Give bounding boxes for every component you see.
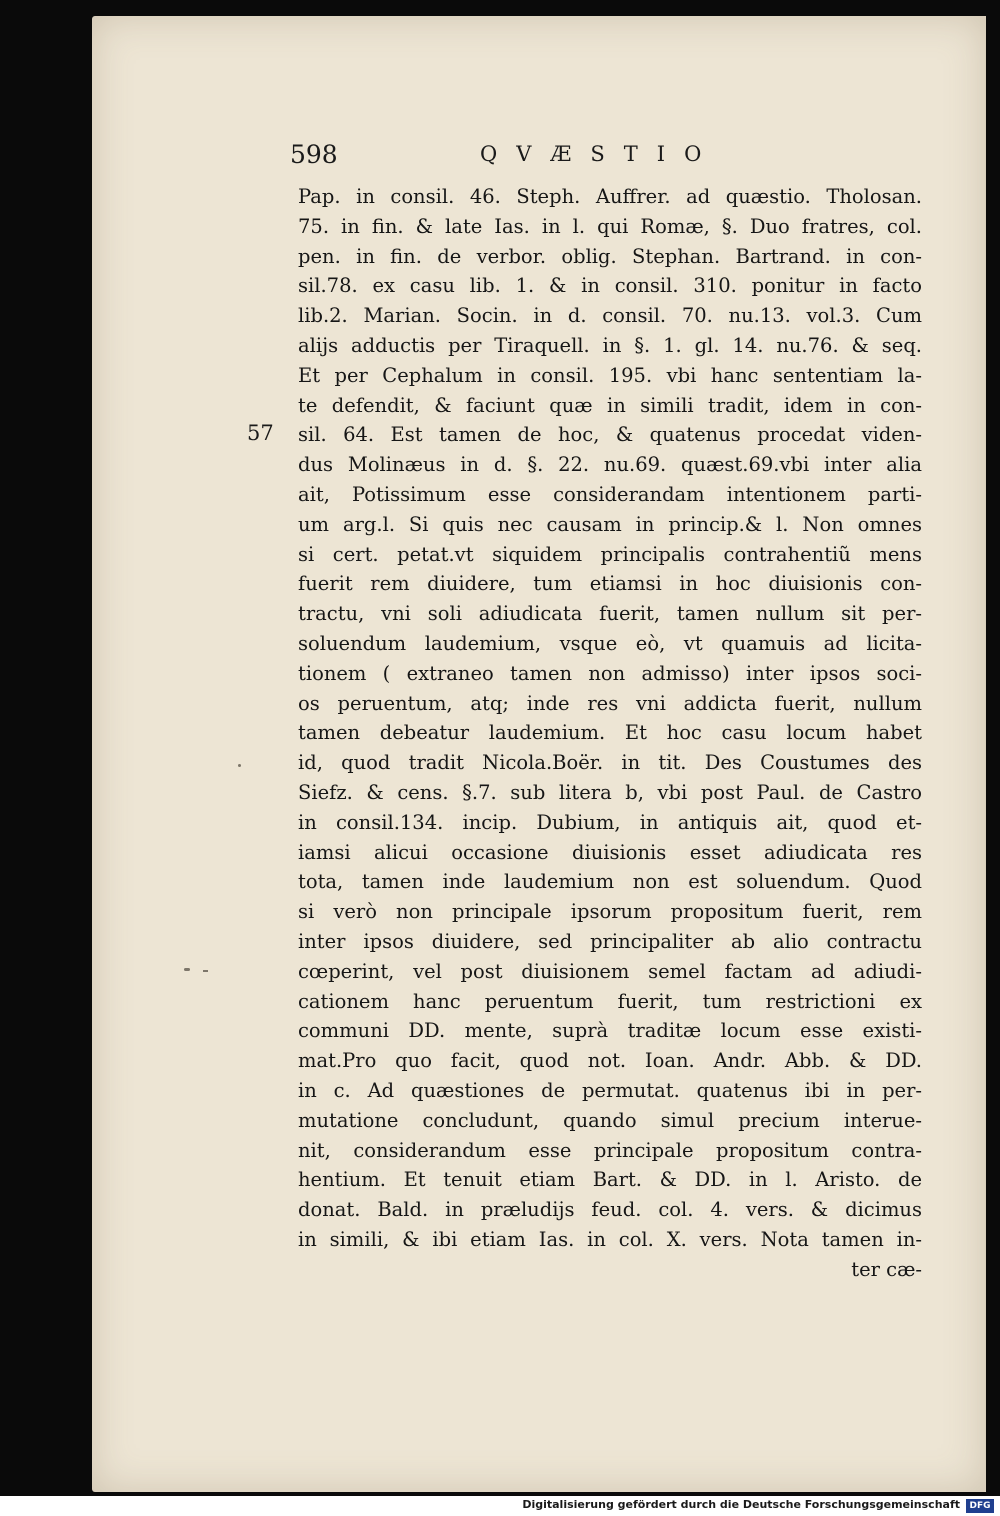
text-line: 75. in fin. & late Ias. in l. qui Romæ, §. Duo fratres, col. bbox=[298, 214, 922, 238]
text-line: cationem hanc peruentum fuerit, tum restrictioni ex bbox=[298, 989, 922, 1013]
ink-speck bbox=[203, 970, 208, 972]
text-line: communi DD. mente, suprà traditæ locum esse existi- bbox=[298, 1019, 922, 1043]
text-line: in consil.134. incip. Dubium, in antiquis ait, quod et- bbox=[298, 810, 922, 834]
text-line: tionem ( extraneo tamen non admisso) inter ipsos soci- bbox=[298, 661, 922, 685]
text-line: dus Molinæus in d. §. 22. nu.69. quæst.69.vbi inter alia bbox=[298, 453, 922, 477]
text-line: soluendum laudemium, vsque eò, vt quamuis ad licita- bbox=[298, 631, 922, 655]
body-text bbox=[298, 182, 922, 1284]
catchword: ter cæ- bbox=[851, 1257, 922, 1281]
text-line: inter ipsos diuidere, sed principaliter ab alio contractu bbox=[298, 929, 922, 953]
text-line: id, quod tradit Nicola.Boër. in tit. Des Coustumes des bbox=[298, 751, 922, 775]
text-line: mutatione concludunt, quando simul precium interue- bbox=[298, 1108, 922, 1132]
text-line: tamen debeatur laudemium. Et hoc casu locum habet bbox=[298, 721, 922, 745]
text-line: cœperint, vel post diuisionem semel factam ad adiudi- bbox=[298, 959, 922, 983]
text-line: Pap. in consil. 46. Steph. Auffrer. ad quæstio. Tholosan. bbox=[298, 185, 922, 208]
text-line: nit, considerandum esse principale propositum contra- bbox=[298, 1138, 922, 1162]
text-line: alijs adductis per Tiraquell. in §. 1. gl. 14. nu.76. & seq. bbox=[298, 333, 922, 357]
text-line: te defendit, & faciunt quæ in simili tradit, idem in con- bbox=[298, 393, 922, 417]
text-line: ait, Potissimum esse considerandam intentionem parti- bbox=[298, 482, 922, 506]
text-line: Et per Cephalum in consil. 195. vbi hanc sententiam la- bbox=[298, 363, 922, 387]
text-line: iamsi alicui occasione diuisionis esset adiudicata res bbox=[298, 840, 922, 864]
text-line: tota, tamen inde laudemium non est soluendum. Quod bbox=[298, 870, 922, 894]
text-line: sil. 64. Est tamen de hoc, & quatenus procedat viden- bbox=[298, 423, 922, 447]
text-line: um arg.l. Si quis nec causam in princip.& l. Non omnes bbox=[298, 512, 922, 536]
text-line: hentium. Et tenuit etiam Bart. & DD. in l. Aristo. de bbox=[298, 1168, 922, 1192]
text-line: in c. Ad quæstiones de permutat. quatenus ibi in per- bbox=[298, 1078, 922, 1102]
ink-speck bbox=[238, 764, 241, 767]
funding-credit: Digitalisierung gefördert durch die Deutsche Forschungsgemeinschaft bbox=[522, 1498, 960, 1511]
page-number: 598 bbox=[290, 140, 338, 169]
text-line: in simili, & ibi etiam Ias. in col. X. vers. Nota tamen in- bbox=[298, 1227, 922, 1251]
dfg-logo: DFG bbox=[966, 1499, 994, 1513]
text-line: donat. Bald. in præludijs feud. col. 4. vers. & dicimus bbox=[298, 1198, 922, 1222]
text-line: os peruentum, atq; inde res vni addicta fuerit, nullum bbox=[298, 691, 922, 715]
text-line: mat.Pro quo facit, quod not. Ioan. Andr. Abb. & DD. bbox=[298, 1049, 922, 1073]
text-line: fuerit rem diuidere, tum etiamsi in hoc diuisionis con- bbox=[298, 572, 922, 596]
text-line: sil.78. ex casu lib. 1. & in consil. 310. ponitur in facto bbox=[298, 274, 922, 298]
margin-note: 57 bbox=[247, 421, 274, 445]
text-line: pen. in fin. de verbor. oblig. Stephan. Bartrand. in con- bbox=[298, 244, 922, 268]
ink-speck bbox=[184, 968, 190, 971]
text-line: tractu, vni soli adiudicata fuerit, tamen nullum sit per- bbox=[298, 602, 922, 626]
text-line: si cert. petat.vt siquidem principalis contrahentiũ mens bbox=[298, 542, 922, 566]
running-head bbox=[290, 140, 940, 176]
footer-bar bbox=[0, 1496, 1000, 1516]
text-line: lib.2. Marian. Socin. in d. consil. 70. nu.13. vol.3. Cum bbox=[298, 304, 922, 328]
section-title: QVÆSTIO bbox=[480, 142, 721, 166]
text-line: si verò non principale ipsorum propositum fuerit, rem bbox=[298, 900, 922, 924]
text-line: Siefz. & cens. §.7. sub litera b, vbi post Paul. de Castro bbox=[298, 780, 922, 804]
